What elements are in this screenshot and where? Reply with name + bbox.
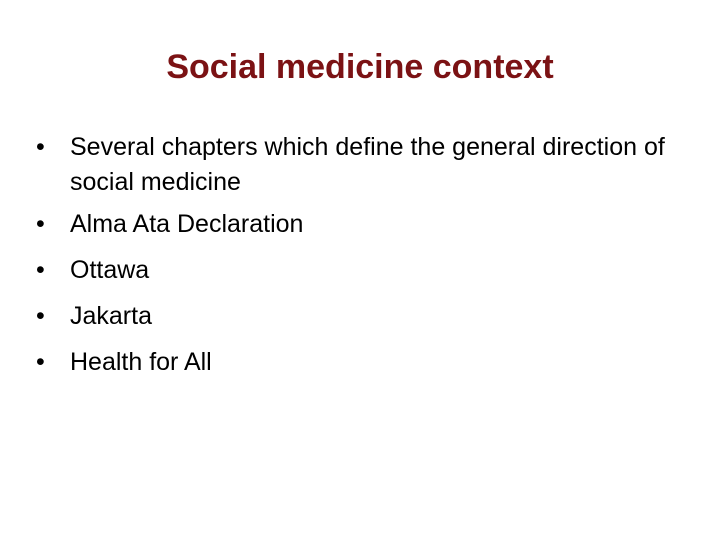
list-item-text: Jakarta xyxy=(70,302,152,330)
list-item-text: Alma Ata Declaration xyxy=(70,210,304,238)
list-item xyxy=(36,253,676,288)
list-item xyxy=(36,345,676,380)
list-item-text: Health for All xyxy=(70,348,212,376)
bullet-icon: • xyxy=(36,133,45,161)
bullet-icon: • xyxy=(36,348,45,376)
slide-title: Social medicine context xyxy=(166,48,554,86)
list-item-text: Several chapters which define the general direction of social medicine xyxy=(70,133,665,196)
bullet-list xyxy=(36,130,676,391)
bullet-icon: • xyxy=(36,210,45,238)
bullet-icon: • xyxy=(36,302,45,330)
list-item xyxy=(36,299,676,334)
list-item xyxy=(36,207,676,242)
bullet-icon: • xyxy=(36,256,45,284)
list-item xyxy=(36,130,676,200)
list-item-text: Ottawa xyxy=(70,256,150,284)
